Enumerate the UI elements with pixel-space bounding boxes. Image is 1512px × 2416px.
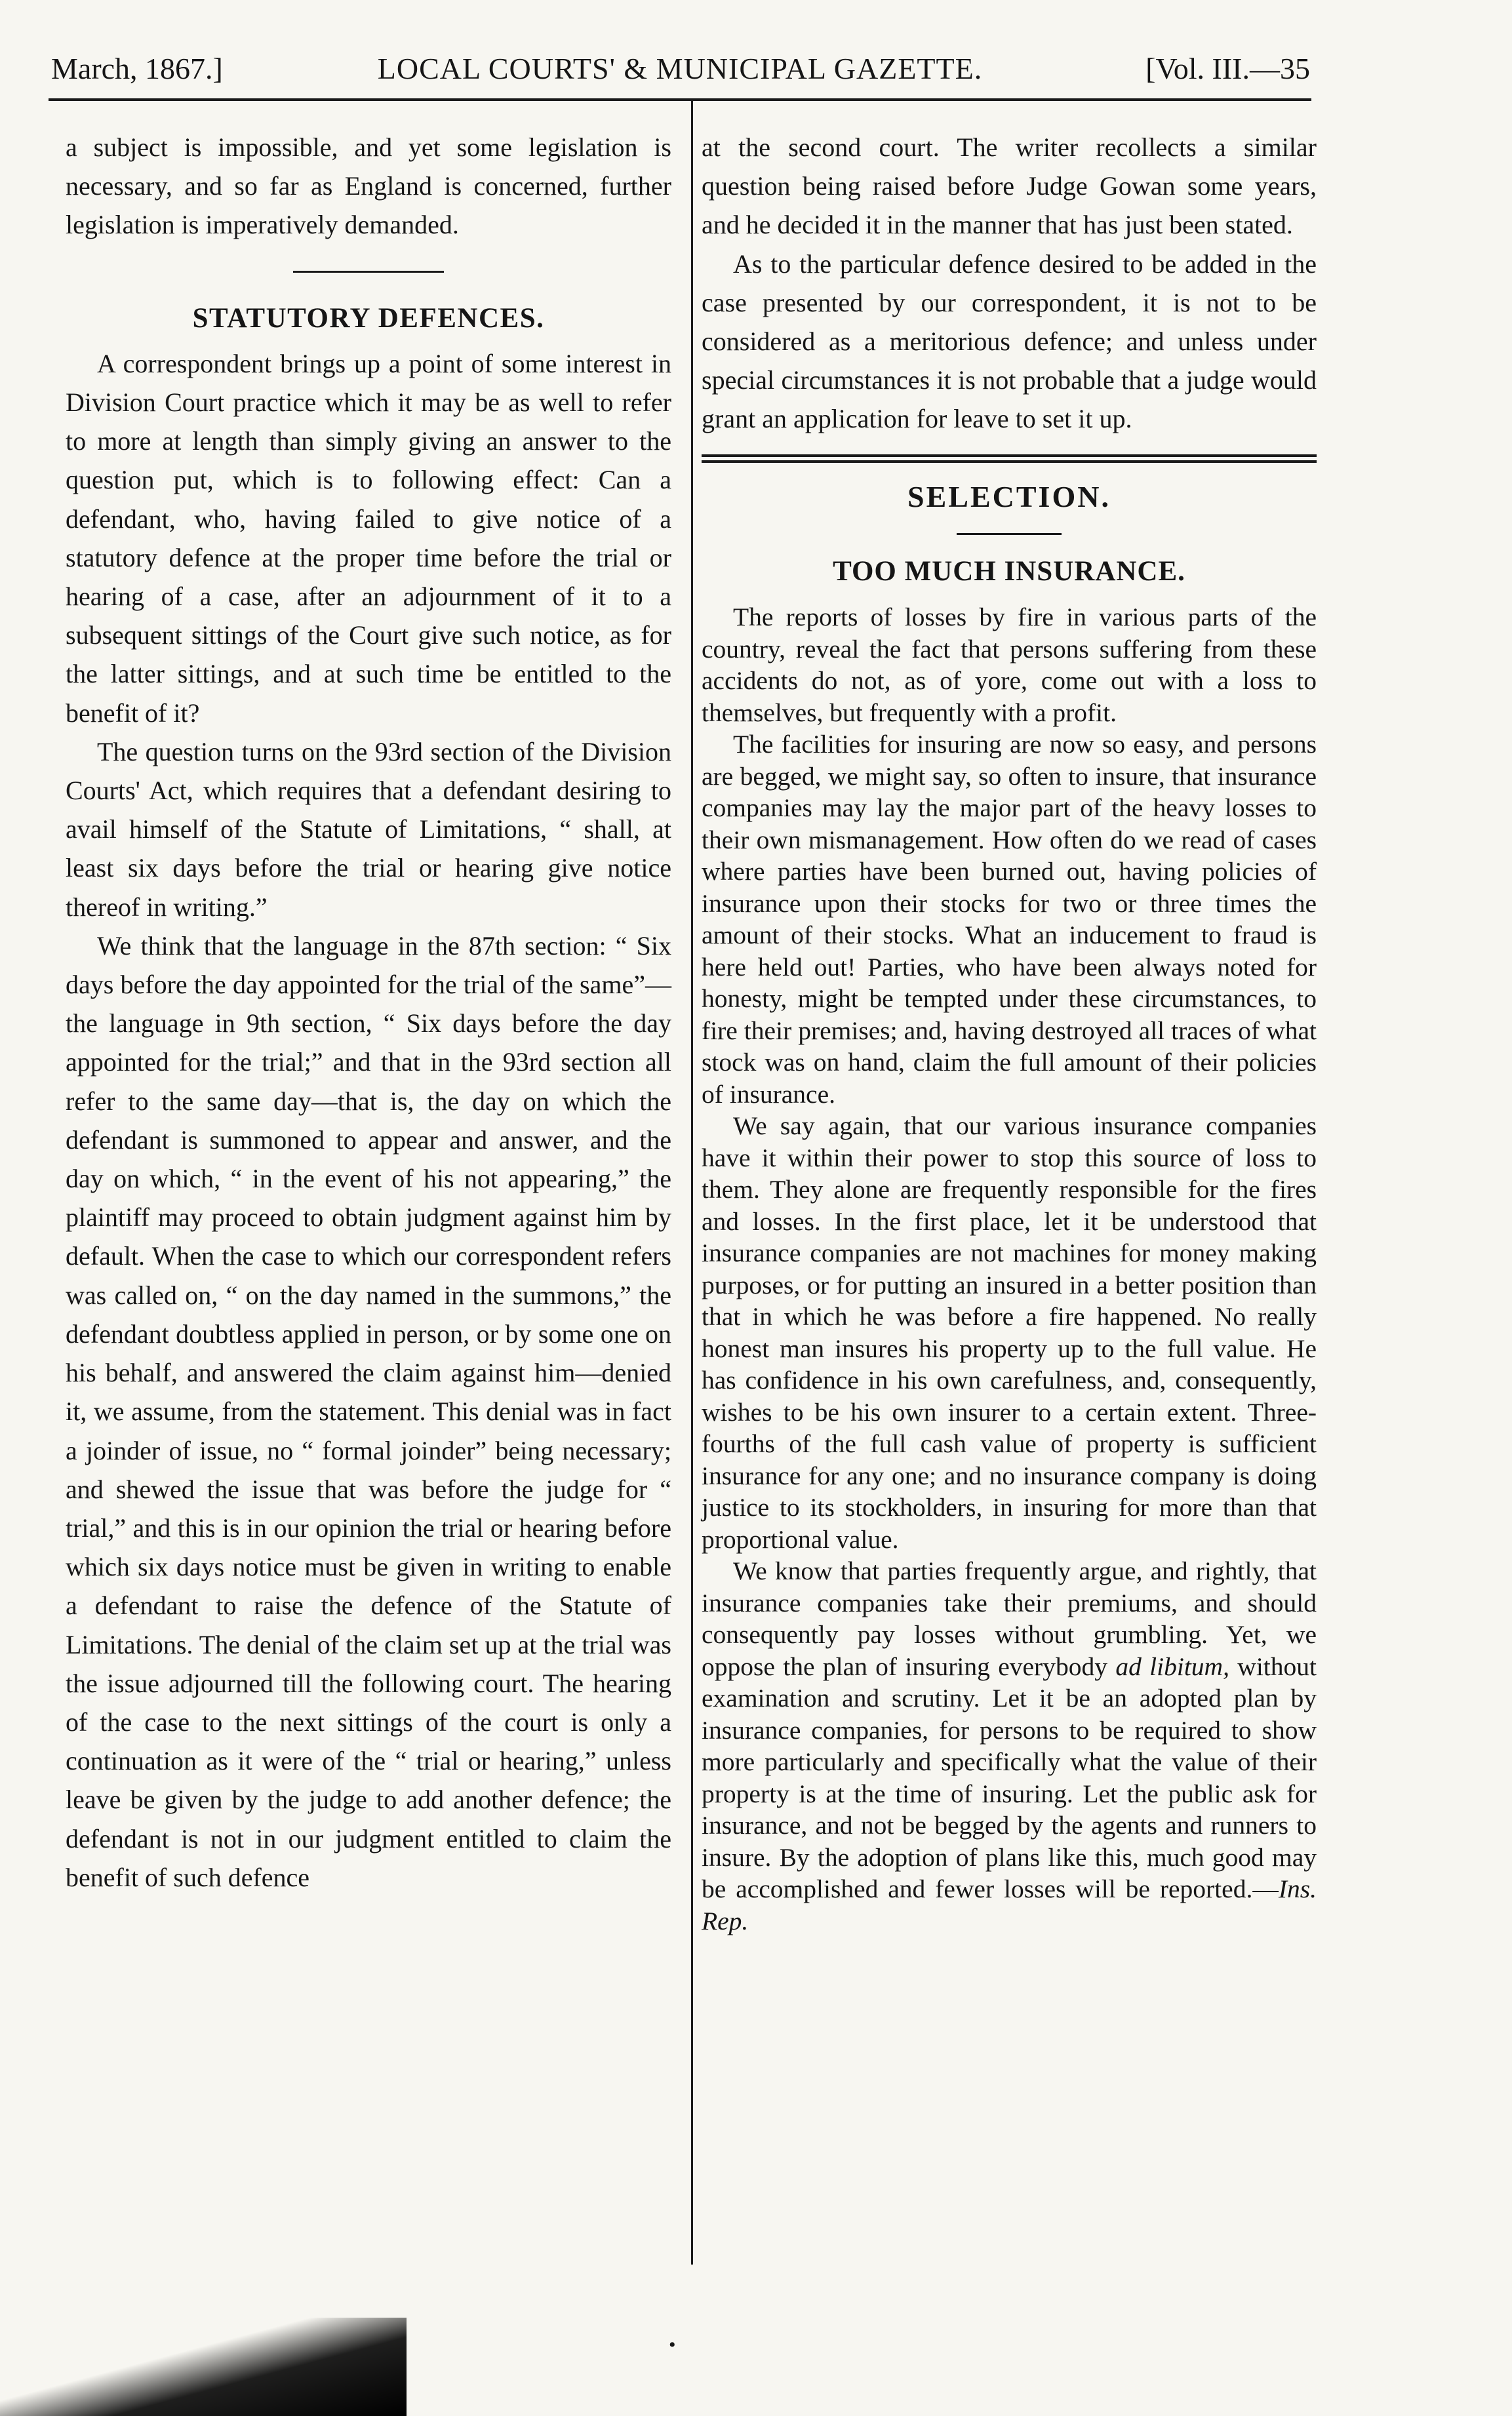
right-carryover-paragraph: at the second court. The writer recollects a similar question being raised before Judge Gowan some years, and he decided it in the manner that has just been stated. (702, 132, 1317, 240)
header-rule (49, 98, 1311, 101)
left-column (66, 128, 671, 1897)
article-paragraph: We say again, that our various insurance companies have it within their power to stop this source of loss to them. They alone are frequently responsible for the fires and losses. In the first place, let it be understood that insurance companies are not machines for money making purposes, or for putting an insured in a better position than that in which he was before a fire happened. No really honest man insures his property up to the full value. He has confidence in his own carefulness, and, consequently, wishes to be his own insurer to a certain extent. Three-fourths of the full cash value of property is sufficient insurance for any one; and no insurance company is doing justice to its stockholders, in insuring for more than that proportional value. (702, 1111, 1317, 1554)
left-paragraph: We think that the language in the 87th section: “ Six days before the day appointed for the trial of the same”—the language in 9th section, “ Six days before the day appointed for the trial;” and that in the 93rd section all refer to the same day—that is, the day on which the defendant is summoned to appear and answer, and the day on which, “ in the event of his not appearing,” the plaintiff may proceed to obtain judgment against him by default. When the case to which our correspondent refers was called on, “ on the day named in the summons,” the defendant doubtless applied in person, or by some one on his behalf, and answered the claim against him—denied it, we assume, from the statement. This denial was in fact a joinder of issue, no “ formal joinder” being necessary; and shewed the issue that was before the judge for “ trial,” and this is in our opinion the trial or hearing before which six days notice must be given in writing to enable a defendant to raise the defence of the Statute of Limitations. The denial of the claim set up at the trial was the issue adjourned till the following court. The hearing of the case to the next sittings of the court is only a continuation as it were of the “ trial or hearing,” unless leave be given by the judge to add another defence; the defendant is not in our judgment entitled to claim the benefit of such defence (66, 930, 671, 1892)
last-paragraph-end: without examination and scrutiny. Let it be an adopted plan by insurance companies, for persons to be required to show more particularly and specifically what the value of their property is at the time of insuring. Let the public ask for insurance, and not be begged by the agents and runners to insure. By the adoption of plans like this, much good may be accomplished and fewer losses will be reported.— (702, 1652, 1317, 1904)
article-paragraph: The facilities for insuring are now so easy, and persons are begged, we might say, so often to insure, that insurance companies may lay the major part of the heavy losses to their own mismanagement. How often do we read of cases where parties have been burned out, having policies of insurance upon their stocks for two or three times the amount of their stocks. What an inducement to fraud is here held out! Parties, who have been always noted for honesty, might be tempted under these circumstances, to fire their premises; and, having destroyed all traces of what stock was on hand, claim the full amount of their policies of insurance. (702, 730, 1317, 1109)
article-paragraph-last (702, 1555, 1317, 1937)
binding-shadow (0, 2318, 407, 2416)
last-paragraph-start: We know that parties frequently argue, and rightly, that insurance companies take their premiums, and should consequently pay losses without grumbling. Yet, we oppose the plan of insuring everybody (702, 1556, 1317, 1681)
article-body (702, 601, 1317, 1937)
source-attribution: Ins. Rep. (702, 1874, 1317, 1935)
right-column (702, 128, 1317, 1937)
header-date: March, 1867.] (51, 52, 223, 85)
left-carryover-paragraph: a subject is impossible, and yet some legislation is necessary, and so far as England is concerned, further legislation is imperatively demanded. (66, 132, 671, 240)
selection-double-rule (702, 454, 1317, 463)
left-paragraph: The question turns on the 93rd section of the Division Courts' Act, which requires that a defendant desiring to avail himself of the Statute of Limitations, “ shall, at least six days before the trial or hearing give notice thereof in writing.” (66, 736, 671, 922)
right-carryover-paragraph: As to the particular defence desired to be added in the case presented by our correspondent, it is not to be considered as a meritorious defence; and unless under special circumstances it is not probable that a judge would grant an application for leave to set it up. (702, 248, 1317, 434)
header-title: LOCAL COURTS' & MUNICIPAL GAZETTE. (377, 52, 983, 85)
left-paragraph: A correspondent brings up a point of some interest in Division Court practice which it may be as well to refer to more at length than simply giving an answer to the question put, which is to following effect: Can a defendant, who, having failed to give notice of a statutory defence at the proper time before the trial or hearing of a case, after an adjournment of it to a subsequent sittings of the Court give such notice, as for the latter sittings, and at such time be entitled to the benefit of it? (66, 348, 671, 728)
statutory-defences-heading: STATUTORY DEFENCES. (192, 302, 545, 334)
ad-libitum-phrase: ad libitum, (1115, 1652, 1229, 1681)
selection-heading: SELECTION. (907, 479, 1111, 513)
article-paragraph: The reports of losses by fire in various parts of the country, reveal the fact that persons suffering from these accidents do not, as of yore, come out with a loss to themselves, but frequently with a profit. (702, 603, 1317, 727)
footer-mark: • (669, 2334, 676, 2356)
column-divider (691, 101, 693, 2265)
header-volume: [Vol. III.—35 (1145, 52, 1310, 85)
running-head (47, 46, 1313, 92)
too-much-insurance-heading: TOO MUCH INSURANCE. (833, 555, 1185, 587)
